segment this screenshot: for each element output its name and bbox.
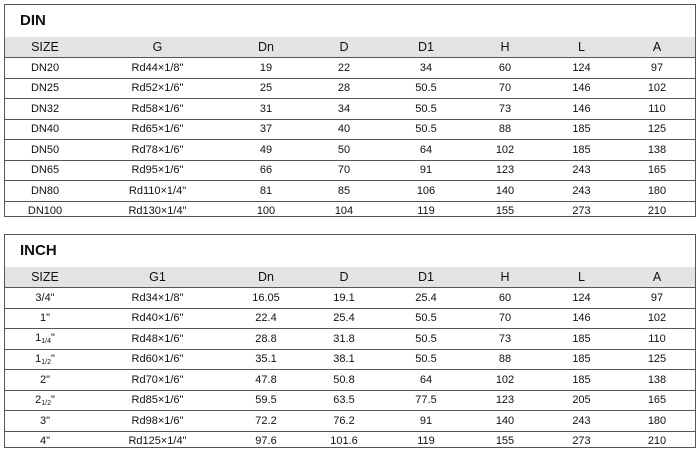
table-row	[5, 390, 695, 411]
size-value: 2"	[39, 373, 51, 386]
din-table	[5, 37, 695, 221]
table-cell: 50.8	[302, 370, 386, 391]
din-column-header: A	[619, 37, 695, 58]
inch-column-header: A	[619, 267, 695, 288]
table-cell: 25	[230, 78, 302, 99]
table-cell: 22	[302, 58, 386, 79]
table-row	[5, 329, 695, 350]
table-cell: 64	[386, 140, 466, 161]
table-cell: 125	[619, 349, 695, 370]
table-cell: 76.2	[302, 411, 386, 432]
table-cell: 125	[619, 119, 695, 140]
table-cell: 243	[544, 411, 619, 432]
table-cell: 47.8	[230, 370, 302, 391]
table-cell: 88	[466, 119, 544, 140]
table-cell: 210	[619, 201, 695, 221]
din-column-header: D	[302, 37, 386, 58]
din-column-header: Dn	[230, 37, 302, 58]
table-cell: 91	[386, 411, 466, 432]
din-table-panel	[4, 4, 696, 217]
inch-column-header: H	[466, 267, 544, 288]
table-cell: 50.5	[386, 119, 466, 140]
table-cell: 91	[386, 160, 466, 181]
table-cell: 180	[619, 411, 695, 432]
table-cell: 16.05	[230, 288, 302, 309]
table-cell: 165	[619, 160, 695, 181]
table-cell: 101.6	[302, 431, 386, 451]
table-cell: 73	[466, 99, 544, 120]
table-cell: DN65	[5, 160, 85, 181]
table-cell: 102	[619, 308, 695, 329]
table-cell	[5, 288, 85, 309]
table-cell: Rd85×1/6"	[85, 390, 230, 411]
table-cell: 70	[466, 78, 544, 99]
size-unit: "	[50, 352, 55, 365]
table-row	[5, 58, 695, 79]
table-cell: 70	[466, 308, 544, 329]
table-cell: 50.5	[386, 78, 466, 99]
inch-column-header: SIZE	[5, 267, 85, 288]
table-cell	[5, 390, 85, 411]
table-cell: Rd65×1/6"	[85, 119, 230, 140]
table-cell: 34	[386, 58, 466, 79]
table-cell: 37	[230, 119, 302, 140]
table-cell: 205	[544, 390, 619, 411]
size-fraction: 1/2	[41, 358, 51, 366]
inch-column-header: D	[302, 267, 386, 288]
table-cell: 243	[544, 181, 619, 202]
table-cell: DN20	[5, 58, 85, 79]
table-cell: 97	[619, 58, 695, 79]
size-value: 1	[35, 352, 42, 365]
table-cell: 273	[544, 431, 619, 451]
inch-column-header: G1	[85, 267, 230, 288]
table-cell: 155	[466, 201, 544, 221]
size-value: 4"	[39, 435, 51, 448]
table-cell: 28.8	[230, 329, 302, 350]
inch-column-header: D1	[386, 267, 466, 288]
table-cell: 77.5	[386, 390, 466, 411]
table-cell: DN32	[5, 99, 85, 120]
table-cell: 180	[619, 181, 695, 202]
table-cell	[5, 370, 85, 391]
table-cell: Rd60×1/6"	[85, 349, 230, 370]
din-header-row	[5, 37, 695, 58]
table-cell: 106	[386, 181, 466, 202]
table-cell: 140	[466, 181, 544, 202]
size-unit: "	[50, 393, 55, 406]
table-cell: Rd98×1/6"	[85, 411, 230, 432]
table-cell: 138	[619, 140, 695, 161]
inch-table	[5, 267, 695, 451]
table-cell	[5, 431, 85, 451]
table-cell: 110	[619, 329, 695, 350]
table-cell: 22.4	[230, 308, 302, 329]
table-cell: 165	[619, 390, 695, 411]
inch-table-panel	[4, 234, 696, 448]
table-cell: 119	[386, 201, 466, 221]
inch-column-header: Dn	[230, 267, 302, 288]
size-value: 1"	[39, 312, 51, 325]
din-column-header: D1	[386, 37, 466, 58]
table-cell: 59.5	[230, 390, 302, 411]
table-row	[5, 308, 695, 329]
table-cell: 60	[466, 288, 544, 309]
table-cell: Rd130×1/4"	[85, 201, 230, 221]
table-cell: 124	[544, 288, 619, 309]
table-cell: 146	[544, 99, 619, 120]
table-cell: 102	[619, 78, 695, 99]
table-cell: 100	[230, 201, 302, 221]
table-row	[5, 160, 695, 181]
table-row	[5, 119, 695, 140]
table-row	[5, 288, 695, 309]
table-cell: Rd110×1/4"	[85, 181, 230, 202]
table-cell: 50	[302, 140, 386, 161]
table-cell: 40	[302, 119, 386, 140]
table-cell: Rd95×1/6"	[85, 160, 230, 181]
size-fraction: 1/4	[41, 338, 51, 346]
table-cell: 85	[302, 181, 386, 202]
table-cell: 70	[302, 160, 386, 181]
table-cell: 243	[544, 160, 619, 181]
table-cell: DN40	[5, 119, 85, 140]
table-row	[5, 349, 695, 370]
table-cell: DN50	[5, 140, 85, 161]
table-row	[5, 140, 695, 161]
table-cell: 185	[544, 119, 619, 140]
din-column-header: SIZE	[5, 37, 85, 58]
size-value: 3"	[39, 414, 51, 427]
table-cell: Rd48×1/6"	[85, 329, 230, 350]
inch-column-header: L	[544, 267, 619, 288]
table-cell: 49	[230, 140, 302, 161]
table-cell: 81	[230, 181, 302, 202]
table-cell	[5, 349, 85, 370]
table-cell: 25.4	[386, 288, 466, 309]
table-cell: 146	[544, 78, 619, 99]
table-cell: 138	[619, 370, 695, 391]
table-cell: Rd44×1/8"	[85, 58, 230, 79]
table-cell: 64	[386, 370, 466, 391]
table-cell	[5, 308, 85, 329]
table-cell: 110	[619, 99, 695, 120]
table-cell: 34	[302, 99, 386, 120]
din-section-title: DIN	[20, 12, 46, 29]
table-cell: 124	[544, 58, 619, 79]
table-cell: Rd78×1/6"	[85, 140, 230, 161]
table-row	[5, 411, 695, 432]
inch-section-title: INCH	[20, 242, 57, 259]
table-cell: 97	[619, 288, 695, 309]
table-cell: 104	[302, 201, 386, 221]
table-cell	[5, 411, 85, 432]
din-column-header: L	[544, 37, 619, 58]
table-cell: Rd40×1/6"	[85, 308, 230, 329]
table-cell: 140	[466, 411, 544, 432]
table-cell: 66	[230, 160, 302, 181]
size-value: 2	[35, 393, 42, 406]
table-cell: 50.5	[386, 99, 466, 120]
table-cell: 19.1	[302, 288, 386, 309]
size-value: 3/4"	[35, 291, 55, 304]
table-row	[5, 78, 695, 99]
table-cell: 155	[466, 431, 544, 451]
table-cell: 28	[302, 78, 386, 99]
table-cell: 102	[466, 140, 544, 161]
table-cell: 50.5	[386, 349, 466, 370]
table-cell: 31.8	[302, 329, 386, 350]
table-row	[5, 370, 695, 391]
table-cell: DN80	[5, 181, 85, 202]
table-cell: 88	[466, 349, 544, 370]
table-row	[5, 99, 695, 120]
table-cell: Rd34×1/8"	[85, 288, 230, 309]
table-cell: 35.1	[230, 349, 302, 370]
table-cell: 25.4	[302, 308, 386, 329]
size-fraction: 1/2	[41, 399, 51, 407]
table-cell: 50.5	[386, 329, 466, 350]
size-value: 1	[35, 332, 42, 345]
table-cell: DN25	[5, 78, 85, 99]
table-row	[5, 181, 695, 202]
inch-header-row	[5, 267, 695, 288]
table-cell: 63.5	[302, 390, 386, 411]
din-column-header: H	[466, 37, 544, 58]
size-unit: "	[50, 332, 55, 345]
table-cell: 60	[466, 58, 544, 79]
table-cell: 123	[466, 160, 544, 181]
table-cell: 72.2	[230, 411, 302, 432]
table-cell: 73	[466, 329, 544, 350]
table-cell	[5, 329, 85, 350]
table-cell: 38.1	[302, 349, 386, 370]
table-cell: 273	[544, 201, 619, 221]
table-cell: 123	[466, 390, 544, 411]
table-cell: 185	[544, 140, 619, 161]
table-cell: Rd125×1/4"	[85, 431, 230, 451]
table-cell: Rd70×1/6"	[85, 370, 230, 391]
table-cell: 119	[386, 431, 466, 451]
table-cell: 50.5	[386, 308, 466, 329]
table-row	[5, 431, 695, 451]
table-cell: 146	[544, 308, 619, 329]
table-cell: 97.6	[230, 431, 302, 451]
table-cell: 19	[230, 58, 302, 79]
table-row	[5, 201, 695, 221]
table-cell: 185	[544, 329, 619, 350]
table-cell: 102	[466, 370, 544, 391]
table-cell: 185	[544, 370, 619, 391]
table-cell: Rd52×1/6"	[85, 78, 230, 99]
table-cell: 210	[619, 431, 695, 451]
table-cell: 185	[544, 349, 619, 370]
din-column-header: G	[85, 37, 230, 58]
table-cell: Rd58×1/6"	[85, 99, 230, 120]
table-cell: 31	[230, 99, 302, 120]
table-cell: DN100	[5, 201, 85, 221]
